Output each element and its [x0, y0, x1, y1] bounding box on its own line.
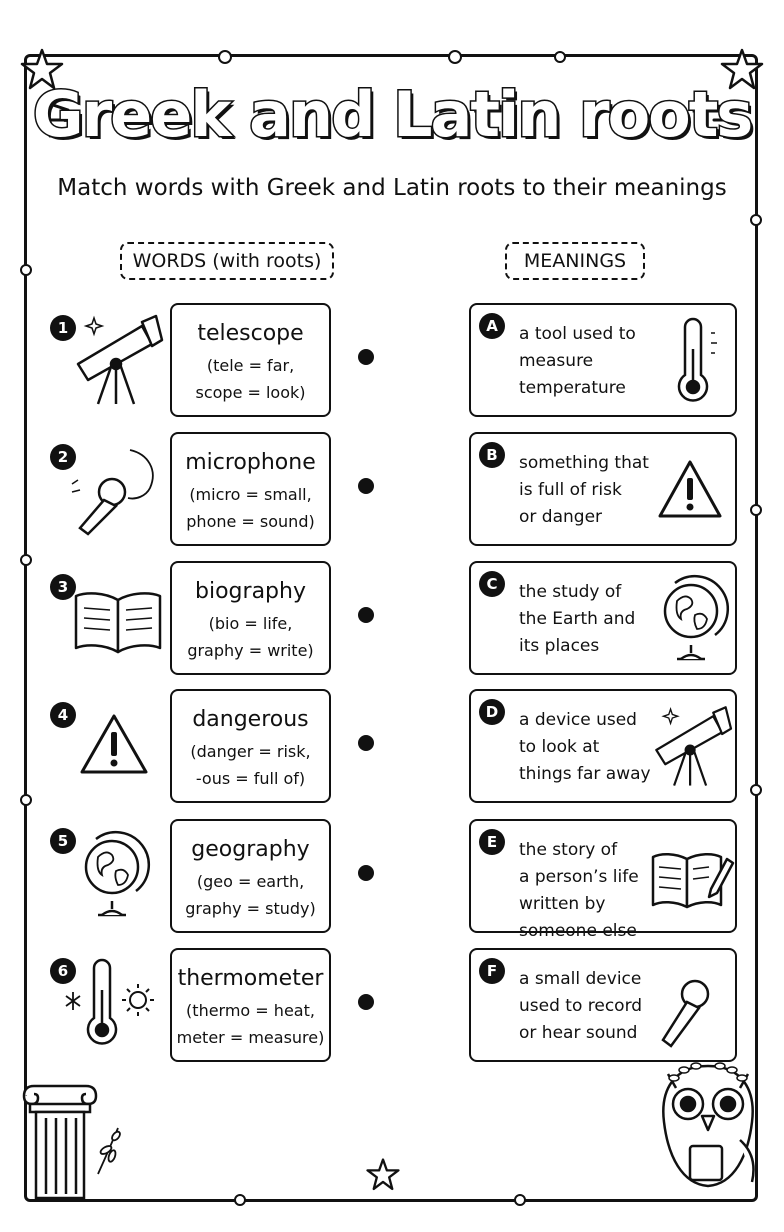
microphone-icon — [68, 446, 163, 538]
meaning-text: something that — [519, 453, 649, 473]
letter-badge: D — [479, 699, 505, 725]
root-text: (danger = risk, — [190, 742, 311, 761]
number-badge: 6 — [50, 958, 76, 984]
meaning-text: or danger — [519, 507, 603, 527]
word-card-6 — [170, 948, 331, 1062]
globe-icon — [659, 575, 725, 663]
root-text: meter = measure) — [176, 1028, 325, 1047]
match-dot[interactable] — [358, 478, 374, 494]
match-dot[interactable] — [358, 349, 374, 365]
meaning-text: someone else — [519, 921, 637, 941]
root-text: (bio = life, — [208, 614, 293, 633]
meanings-column-header: MEANINGS — [505, 242, 645, 280]
match-dot[interactable] — [358, 865, 374, 881]
match-dot[interactable] — [358, 994, 374, 1010]
meaning-text: a device used — [519, 710, 637, 730]
root-text: graphy = write) — [187, 641, 314, 660]
meaning-text: to look at — [519, 737, 600, 757]
sun-icon — [122, 984, 154, 1016]
match-dot[interactable] — [358, 607, 374, 623]
book-pencil-icon — [649, 849, 733, 911]
letter-badge: E — [479, 829, 505, 855]
number-badge: 2 — [50, 444, 76, 470]
meaning-card-d — [469, 689, 737, 803]
word-text: dangerous — [192, 707, 309, 732]
number-badge: 5 — [50, 828, 76, 854]
meaning-card-b — [469, 432, 737, 546]
telescope-icon — [72, 312, 162, 407]
word-text: thermometer — [177, 966, 324, 991]
word-text: telescope — [197, 321, 304, 346]
meaning-card-c — [469, 561, 737, 675]
word-card-3 — [170, 561, 331, 675]
meaning-text: its places — [519, 636, 600, 656]
telescope-icon — [651, 701, 731, 791]
letter-badge: F — [479, 958, 505, 984]
letter-badge: C — [479, 571, 505, 597]
root-text: -ous = full of) — [195, 769, 306, 788]
words-column-header: WORDS (with roots) — [120, 242, 334, 280]
meaning-text: the story of — [519, 840, 618, 860]
meaning-text: temperature — [519, 378, 626, 398]
root-text: (geo = earth, — [196, 872, 305, 891]
number-badge: 3 — [50, 574, 76, 600]
page-subtitle: Match words with Greek and Latin roots to their meanings — [57, 175, 727, 201]
greek-column-icon — [20, 1082, 100, 1202]
globe-icon — [80, 830, 146, 920]
word-card-5 — [170, 819, 331, 933]
meaning-text: a tool used to — [519, 324, 636, 344]
word-card-2 — [170, 432, 331, 546]
word-text: geography — [191, 837, 310, 862]
leaf-sprig-icon — [94, 1124, 124, 1176]
word-card-1 — [170, 303, 331, 417]
thermometer-icon — [671, 319, 721, 405]
meaning-text: the study of — [519, 582, 622, 602]
open-book-icon — [72, 590, 164, 654]
meaning-text: a small device — [519, 969, 642, 989]
meaning-text: or hear sound — [519, 1023, 638, 1043]
number-badge: 1 — [50, 315, 76, 341]
root-text: scope = look) — [195, 383, 306, 402]
letter-badge: A — [479, 313, 505, 339]
meaning-card-e — [469, 819, 737, 941]
meaning-text: written by — [519, 894, 606, 914]
root-text: (tele = far, — [206, 356, 295, 375]
warning-icon — [78, 712, 150, 776]
root-text: (micro = small, — [189, 485, 312, 504]
meaning-card-f — [469, 948, 737, 1062]
owl-icon — [654, 1060, 762, 1190]
warning-icon — [657, 458, 723, 520]
root-text: graphy = study) — [185, 899, 316, 918]
root-text: (thermo = heat, — [186, 1001, 315, 1020]
meaning-text: used to record — [519, 996, 643, 1016]
word-text: microphone — [185, 450, 316, 475]
letter-badge: B — [479, 442, 505, 468]
page-title: Greek and Latin roots — [32, 78, 752, 151]
thermometer-icon — [62, 960, 162, 1048]
number-badge: 4 — [50, 702, 76, 728]
meaning-text: a person’s life — [519, 867, 639, 887]
meaning-text: measure — [519, 351, 594, 371]
word-card-4 — [170, 689, 331, 803]
root-text: phone = sound) — [186, 512, 315, 531]
word-text: biography — [195, 579, 306, 604]
microphone-icon — [655, 976, 715, 1050]
match-dot[interactable] — [358, 735, 374, 751]
meaning-text: the Earth and — [519, 609, 636, 629]
meaning-card-a — [469, 303, 737, 417]
meaning-text: things far away — [519, 764, 651, 784]
meaning-text: is full of risk — [519, 480, 622, 500]
